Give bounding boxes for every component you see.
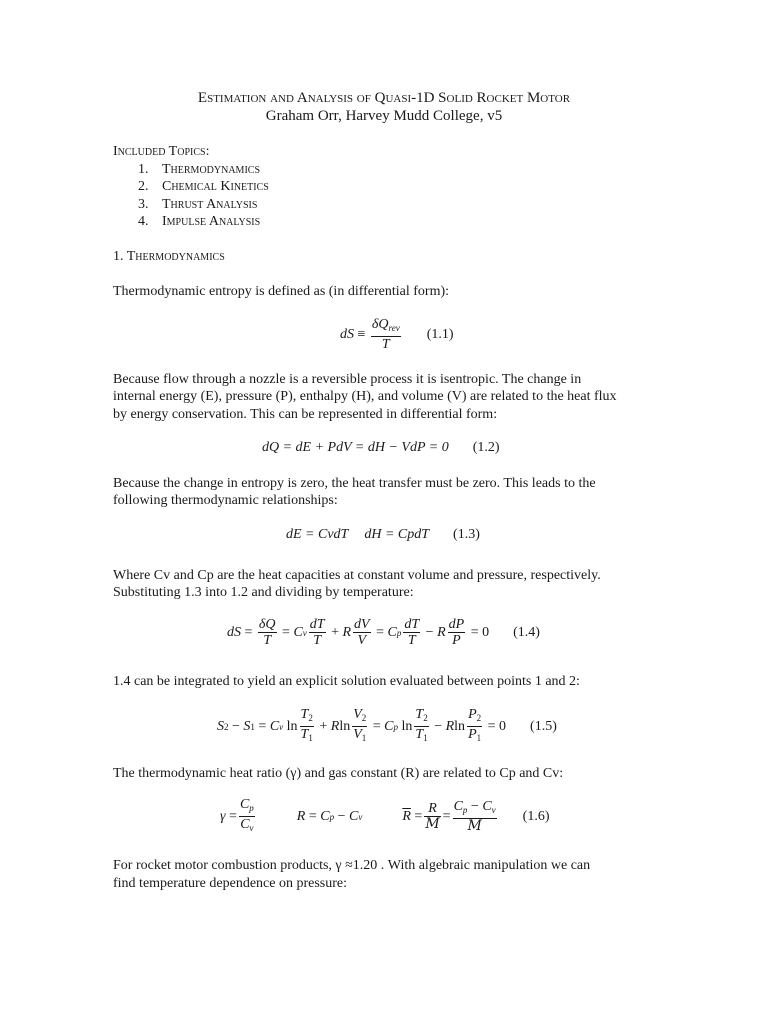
paragraph: Where Cv and Cp are the heat capacities at constant volume and pressure, respectively. [113, 568, 601, 583]
equation-number: (1.4) [513, 624, 540, 640]
paragraph: Because the change in entropy is zero, the heat transfer must be zero. This leads to the [113, 476, 596, 491]
paragraph: internal energy (E), pressure (P), enthalpy (H), and volume (V) are related to the heat flux [113, 389, 617, 404]
topic-number: 4. [138, 214, 149, 229]
paragraph: by energy conservation. This can be represented in differential form: [113, 407, 498, 422]
topic-label: Impulse Analysis [162, 214, 261, 229]
equation-1-4: dS = $\frac{\delta Q}{T}$ = C v $\frac{dT}{T}$ + R $\frac{dV}{V}$ = C p $\frac{dT}{T}$ − R $\frac{dP}{P}$ = 0 (1.4) [227, 617, 540, 648]
paragraph: The thermodynamic heat ratio (γ) and gas constant (R) are related to Cp and Cv: [113, 766, 564, 781]
equation-number: (1.3) [453, 527, 480, 542]
equation-body: dH = CpdT [364, 527, 430, 542]
equation-number: (1.2) [472, 440, 500, 455]
topic-label: Chemical Kinetics [162, 179, 269, 194]
paragraph: find temperature dependence on pressure: [113, 876, 348, 891]
paragraph: 1.4 can be integrated to yield an explicit solution evaluated between points 1 and 2: [113, 674, 580, 689]
topic-item [138, 196, 257, 214]
topic-item [138, 178, 269, 196]
equation-number: (1.1) [426, 326, 454, 342]
equation-number: (1.5) [530, 718, 557, 734]
equation-1-5: S 2 − S 1 = C v ln $\frac{T_2}{T_1}$ + R ln $\frac{V_2}{V_1}$ = C p ln $\frac{T_2}{T_1}$ − R ln $\frac{P_2}{P_1}$ = 0 (1.5) [217, 707, 557, 743]
topic-label: Thermodynamics [162, 162, 261, 177]
section-heading: 1. Thermodynamics [113, 249, 225, 264]
equation-1-1: dS ≡ $\frac{\delta Q_{rev}}{T}$ (1.1) [340, 317, 454, 352]
topic-item [138, 213, 260, 231]
equation-body: dQ = dE + PdV = dH − VdP = 0 [262, 440, 449, 455]
equation-number: (1.6) [522, 808, 550, 824]
topic-number: 3. [138, 197, 149, 212]
topics-heading: Included Topics: [113, 144, 210, 159]
paragraph: following thermodynamic relationships: [113, 493, 338, 508]
author-line: Graham Orr, Harvey Mudd College, v5 [265, 108, 503, 124]
topic-number: 2. [138, 179, 149, 194]
topic-item [138, 161, 260, 179]
paragraph: For rocket motor combustion products, γ ≈1.20 . With algebraic manipulation we can [113, 858, 591, 873]
paragraph: Thermodynamic entropy is defined as (in differential form): [113, 284, 450, 299]
equation-1-6: γ = $\frac{C_p}{C_v}$ R = C p − C v $\overline{R}$ = $\frac{R}{M}$ = $\frac{C_p - C_v}{M}$ (1.6) [220, 797, 550, 834]
paragraph: Substituting 1.3 into 1.2 and dividing by temperature: [113, 585, 414, 600]
topic-number: 1. [138, 162, 149, 177]
document-title: Estimation and Analysis of Quasi-1D Solid Rocket Motor [197, 90, 571, 106]
paragraph: Because flow through a nozzle is a reversible process it is isentropic. The change in [113, 372, 582, 387]
equation-body: dE = CvdT [286, 527, 349, 542]
topic-label: Thrust Analysis [162, 197, 258, 212]
equation-1-3 [286, 527, 480, 543]
equation-1-2 [262, 440, 500, 456]
